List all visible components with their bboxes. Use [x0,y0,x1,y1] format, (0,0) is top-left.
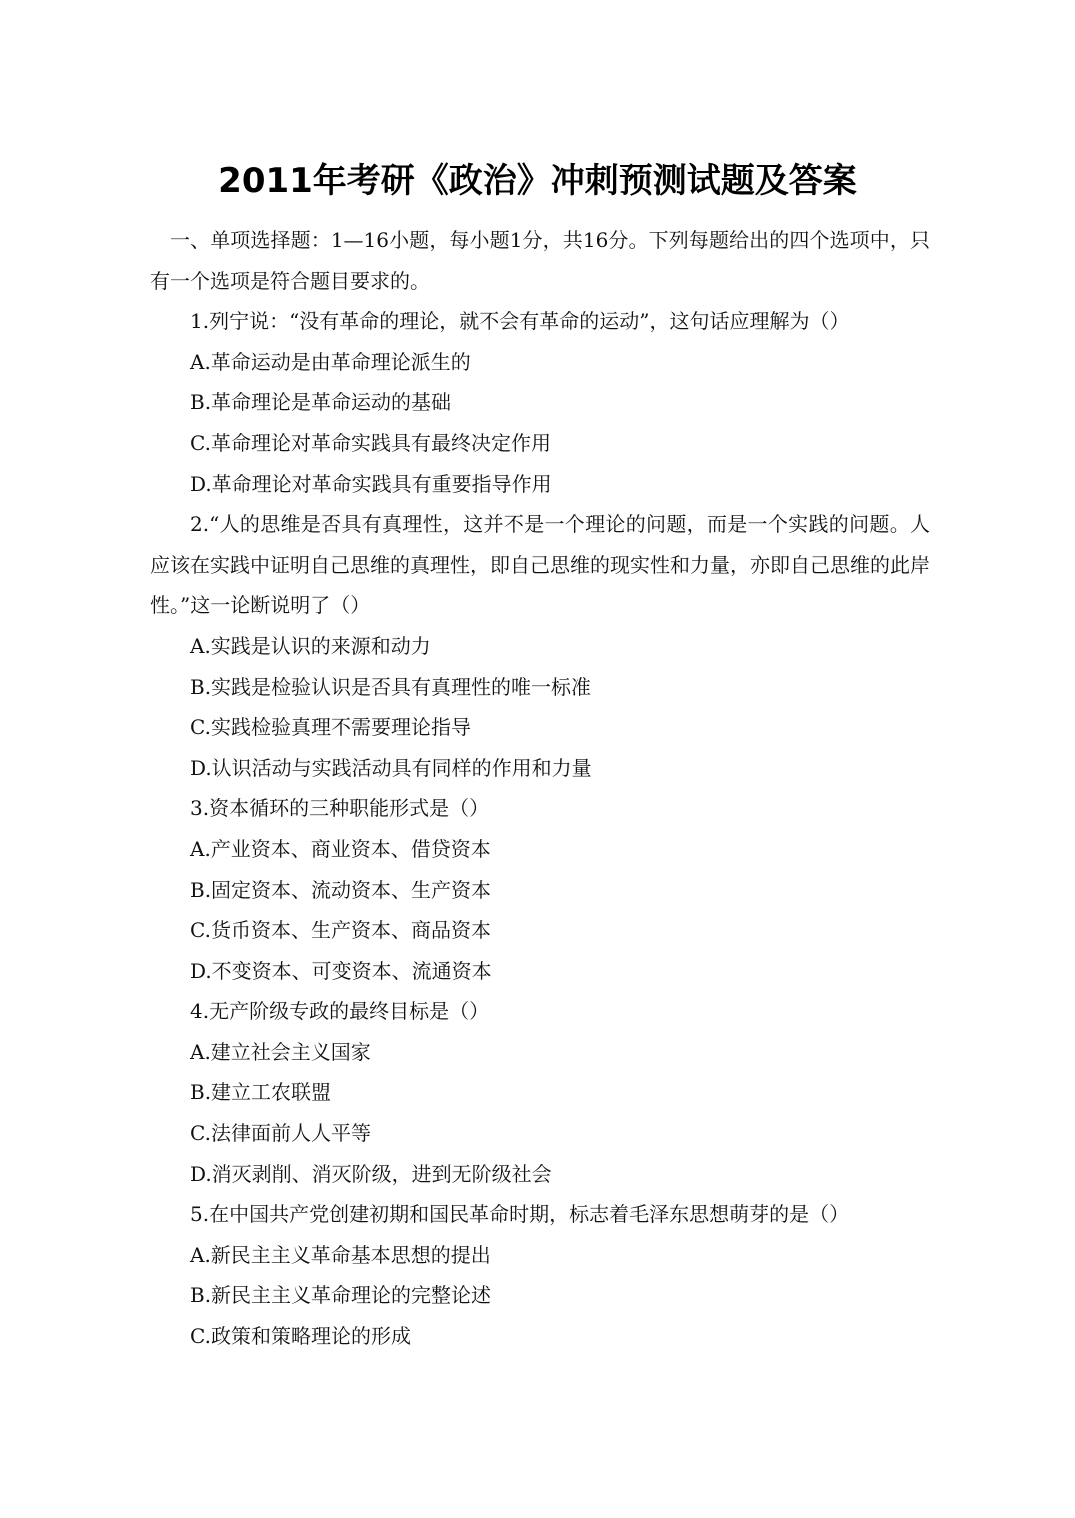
question-1-option-a: A.革命运动是由革命理论派生的 [190,349,471,374]
question-3-stem: 3.资本循环的三种职能形式是（） [190,796,490,821]
question-4-option-a: A.建立社会主义国家 [190,1039,371,1064]
question-3-option-a: A.产业资本、商业资本、借贷资本 [190,836,491,861]
question-1-option-c: C.革命理论对革命实践具有最终决定作用 [190,430,551,455]
question-3-option-b: B.固定资本、流动资本、生产资本 [190,877,492,902]
question-5-stem: 5.在中国共产党创建初期和国民革命时期，标志着毛泽东思想萌芽的是（） [190,1202,850,1227]
question-1-option-b: B.革命理论是革命运动的基础 [190,390,452,415]
question-1-option-d: D.革命理论对革命实践具有重要指导作用 [190,471,552,496]
question-5-option-a: A.新民主主义革命基本思想的提出 [190,1242,491,1267]
question-4-option-d: D.消灭剥削、消灭阶级，进到无阶级社会 [190,1161,552,1186]
question-5-option-c: C.政策和策略理论的形成 [190,1324,411,1349]
question-2-option-a: A.实践是认识的来源和动力 [190,633,431,658]
question-2-stem: 2.“人的思维是否具有真理性，这并不是一个理论的问题，而是一个实践的问题。人应该在实践中证明自己思维的真理性，即自己思维的现实性和力量，亦即自己思维的此岸性。”这一论断说明了（） [150,512,930,618]
question-5-option-b: B.新民主主义革命理论的完整论述 [190,1283,492,1308]
question-2-option-d: D.认识活动与实践活动具有同样的作用和力量 [190,755,592,780]
question-2-option-c: C.实践检验真理不需要理论指导 [190,715,471,740]
section-instructions: 一、单项选择题：1—16小题，每小题1分，共16分。下列每题给出的四个选项中，只有一个选项是符合题目要求的。 [150,228,930,293]
question-2-option-b: B.实践是检验认识是否具有真理性的唯一标准 [190,674,592,699]
question-4-option-c: C.法律面前人人平等 [190,1121,371,1146]
question-4-stem: 4.无产阶级专政的最终目标是（） [190,999,490,1024]
document-body [150,220,930,1357]
question-4-option-b: B.建立工农联盟 [190,1080,332,1105]
document-title: 2011年考研《政治》冲刺预测试题及答案 [218,161,857,201]
question-1-stem: 1.列宁说：“没有革命的理论，就不会有革命的运动”，这句话应理解为（） [190,309,850,334]
question-3-option-d: D.不变资本、可变资本、流通资本 [190,958,492,983]
question-3-option-c: C.货币资本、生产资本、商品资本 [190,918,491,943]
